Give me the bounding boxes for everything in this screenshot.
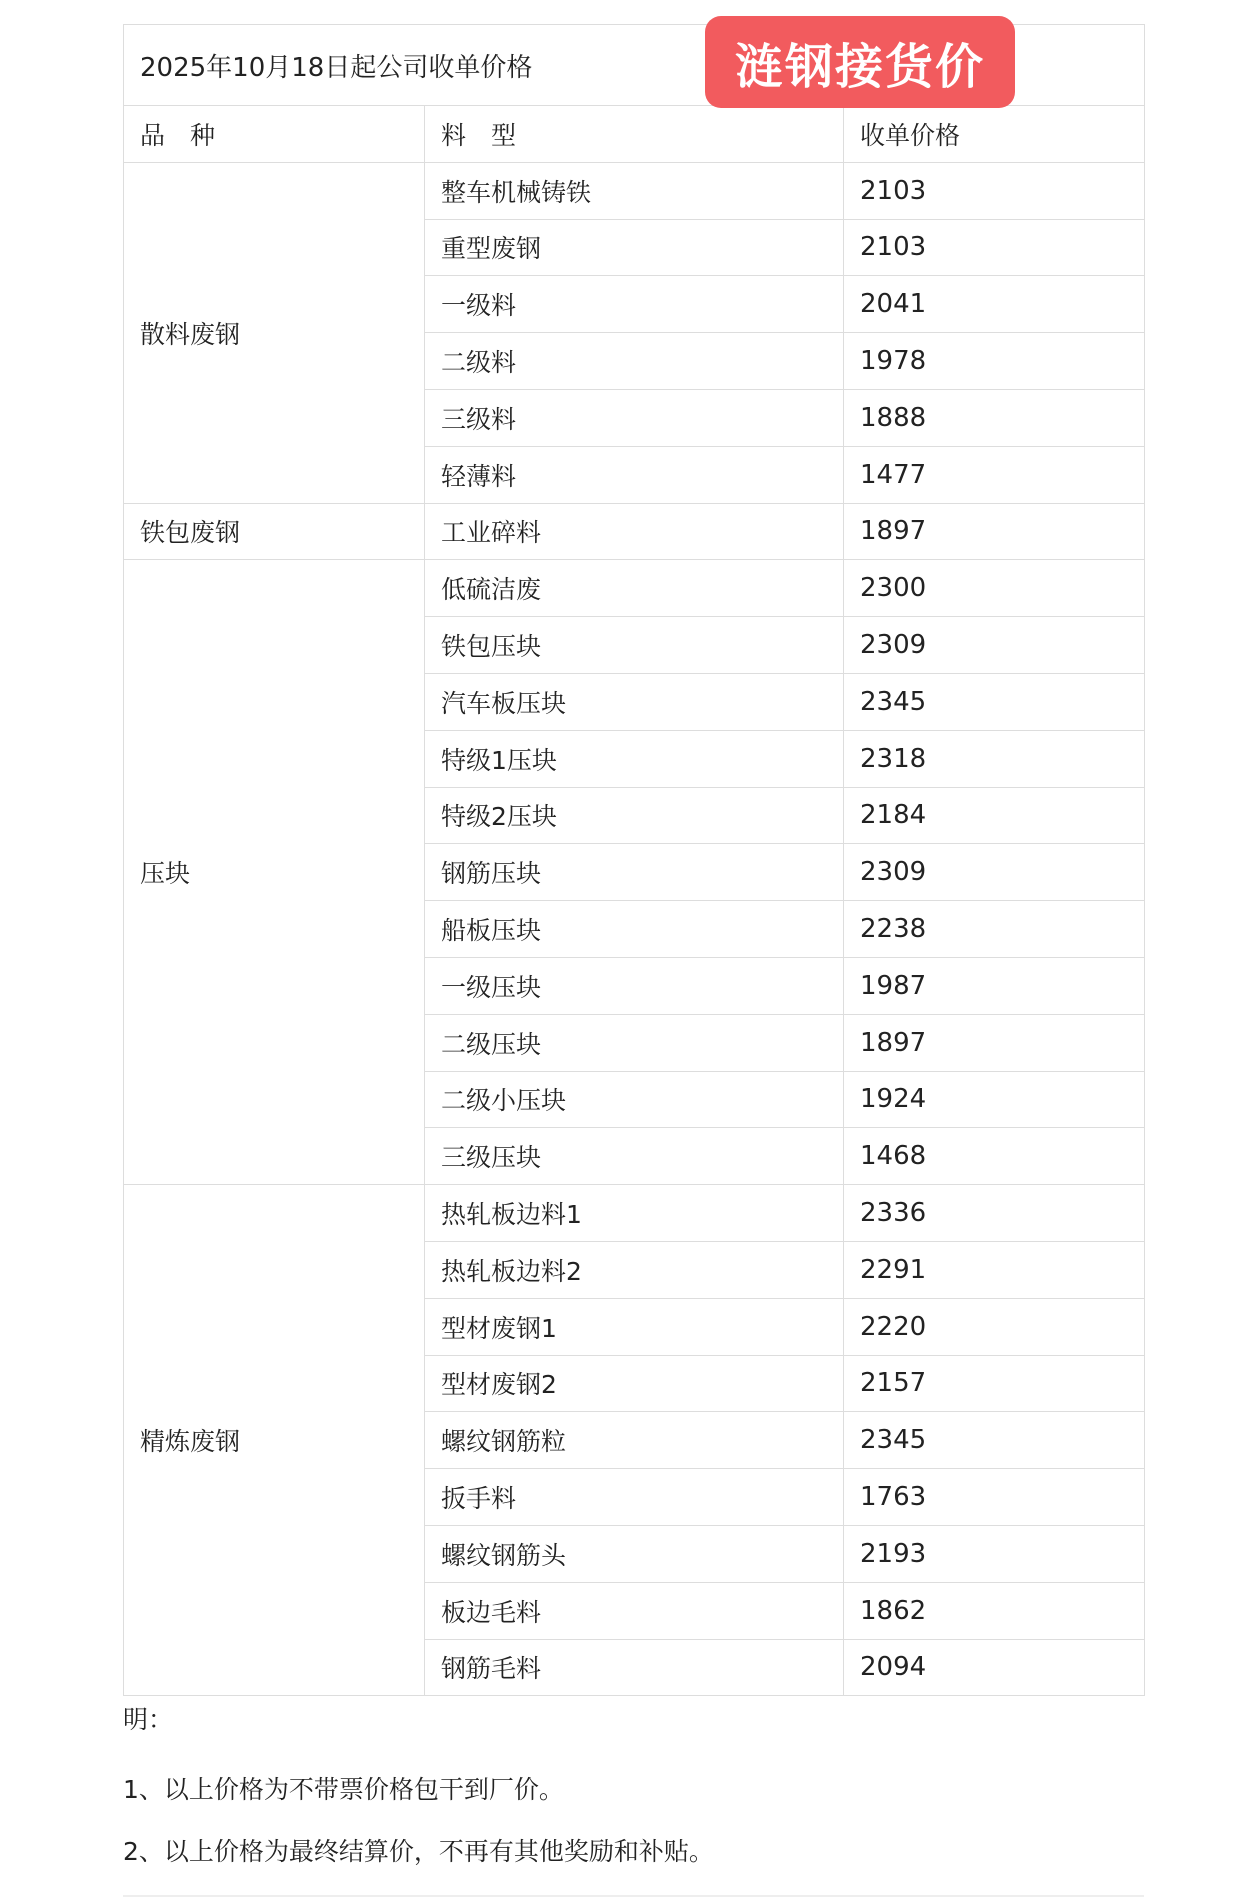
- material-type-cell: 钢筋毛料: [425, 1639, 844, 1696]
- table-row: [124, 560, 1145, 617]
- header-category: 品 种: [124, 106, 425, 163]
- material-type-cell: 螺纹钢筋头: [425, 1525, 844, 1582]
- price-cell: 2193: [844, 1525, 1145, 1582]
- material-type-cell: 二级压块: [425, 1014, 844, 1071]
- price-cell: 2318: [844, 730, 1145, 787]
- header-type: 料 型: [425, 106, 844, 163]
- price-cell: 2103: [844, 162, 1145, 219]
- price-cell: 1477: [844, 446, 1145, 503]
- price-cell: 1924: [844, 1071, 1145, 1128]
- price-cell: 2291: [844, 1241, 1145, 1298]
- material-type-cell: 特级1压块: [425, 730, 844, 787]
- bottom-divider: [123, 1895, 1144, 1897]
- price-cell: 1978: [844, 333, 1145, 390]
- material-type-cell: 型材废钢2: [425, 1355, 844, 1412]
- table-title: 2025年10月18日起公司收单价格: [124, 25, 1145, 106]
- note-item-2: 2、以上价格为最终结算价，不再有其他奖励和补贴。: [123, 1837, 714, 1866]
- material-type-cell: 汽车板压块: [425, 673, 844, 730]
- material-type-cell: 螺纹钢筋粒: [425, 1412, 844, 1469]
- category-cell: 精炼废钢: [124, 1185, 425, 1696]
- material-type-cell: 铁包压块: [425, 617, 844, 674]
- material-type-cell: 三级料: [425, 389, 844, 446]
- table-row: [124, 503, 1145, 560]
- note-item-1: 1、以上价格为不带票价格包干到厂价。: [123, 1775, 564, 1804]
- material-type-cell: 轻薄料: [425, 446, 844, 503]
- price-cell: 2238: [844, 901, 1145, 958]
- material-type-cell: 板边毛料: [425, 1582, 844, 1639]
- material-type-cell: 低硫洁废: [425, 560, 844, 617]
- material-type-cell: 热轧板边料2: [425, 1241, 844, 1298]
- price-cell: 2300: [844, 560, 1145, 617]
- table-row: [124, 162, 1145, 219]
- price-cell: 1897: [844, 503, 1145, 560]
- table-row: [124, 1185, 1145, 1242]
- material-type-cell: 重型废钢: [425, 219, 844, 276]
- price-cell: 2309: [844, 617, 1145, 674]
- price-cell: 2220: [844, 1298, 1145, 1355]
- material-type-cell: 一级压块: [425, 957, 844, 1014]
- price-cell: 2345: [844, 1412, 1145, 1469]
- price-cell: 2336: [844, 1185, 1145, 1242]
- material-type-cell: 型材废钢1: [425, 1298, 844, 1355]
- material-type-cell: 扳手料: [425, 1469, 844, 1526]
- price-cell: 1888: [844, 389, 1145, 446]
- material-type-cell: 工业碎料: [425, 503, 844, 560]
- category-cell: 散料废钢: [124, 162, 425, 503]
- material-type-cell: 整车机械铸铁: [425, 162, 844, 219]
- material-type-cell: 一级料: [425, 276, 844, 333]
- price-cell: 2184: [844, 787, 1145, 844]
- price-cell: 2103: [844, 219, 1145, 276]
- material-type-cell: 二级料: [425, 333, 844, 390]
- price-cell: 2041: [844, 276, 1145, 333]
- price-cell: 2157: [844, 1355, 1145, 1412]
- material-type-cell: 特级2压块: [425, 787, 844, 844]
- material-type-cell: 钢筋压块: [425, 844, 844, 901]
- header-row: [124, 106, 1145, 163]
- price-table: [123, 24, 1145, 1696]
- notes-heading: 明：: [123, 1705, 174, 1734]
- price-cell: 2309: [844, 844, 1145, 901]
- price-cell: 1468: [844, 1128, 1145, 1185]
- material-type-cell: 船板压块: [425, 901, 844, 958]
- material-type-cell: 三级压块: [425, 1128, 844, 1185]
- price-cell: 2094: [844, 1639, 1145, 1696]
- price-cell: 2345: [844, 673, 1145, 730]
- header-price: 收单价格: [844, 106, 1145, 163]
- price-cell: 1897: [844, 1014, 1145, 1071]
- category-cell: 铁包废钢: [124, 503, 425, 560]
- material-type-cell: 热轧板边料1: [425, 1185, 844, 1242]
- price-cell: 1987: [844, 957, 1145, 1014]
- price-stamp-watermark: 涟钢接货价: [705, 16, 1015, 108]
- price-cell: 1763: [844, 1469, 1145, 1526]
- category-cell: 压块: [124, 560, 425, 1185]
- material-type-cell: 二级小压块: [425, 1071, 844, 1128]
- price-cell: 1862: [844, 1582, 1145, 1639]
